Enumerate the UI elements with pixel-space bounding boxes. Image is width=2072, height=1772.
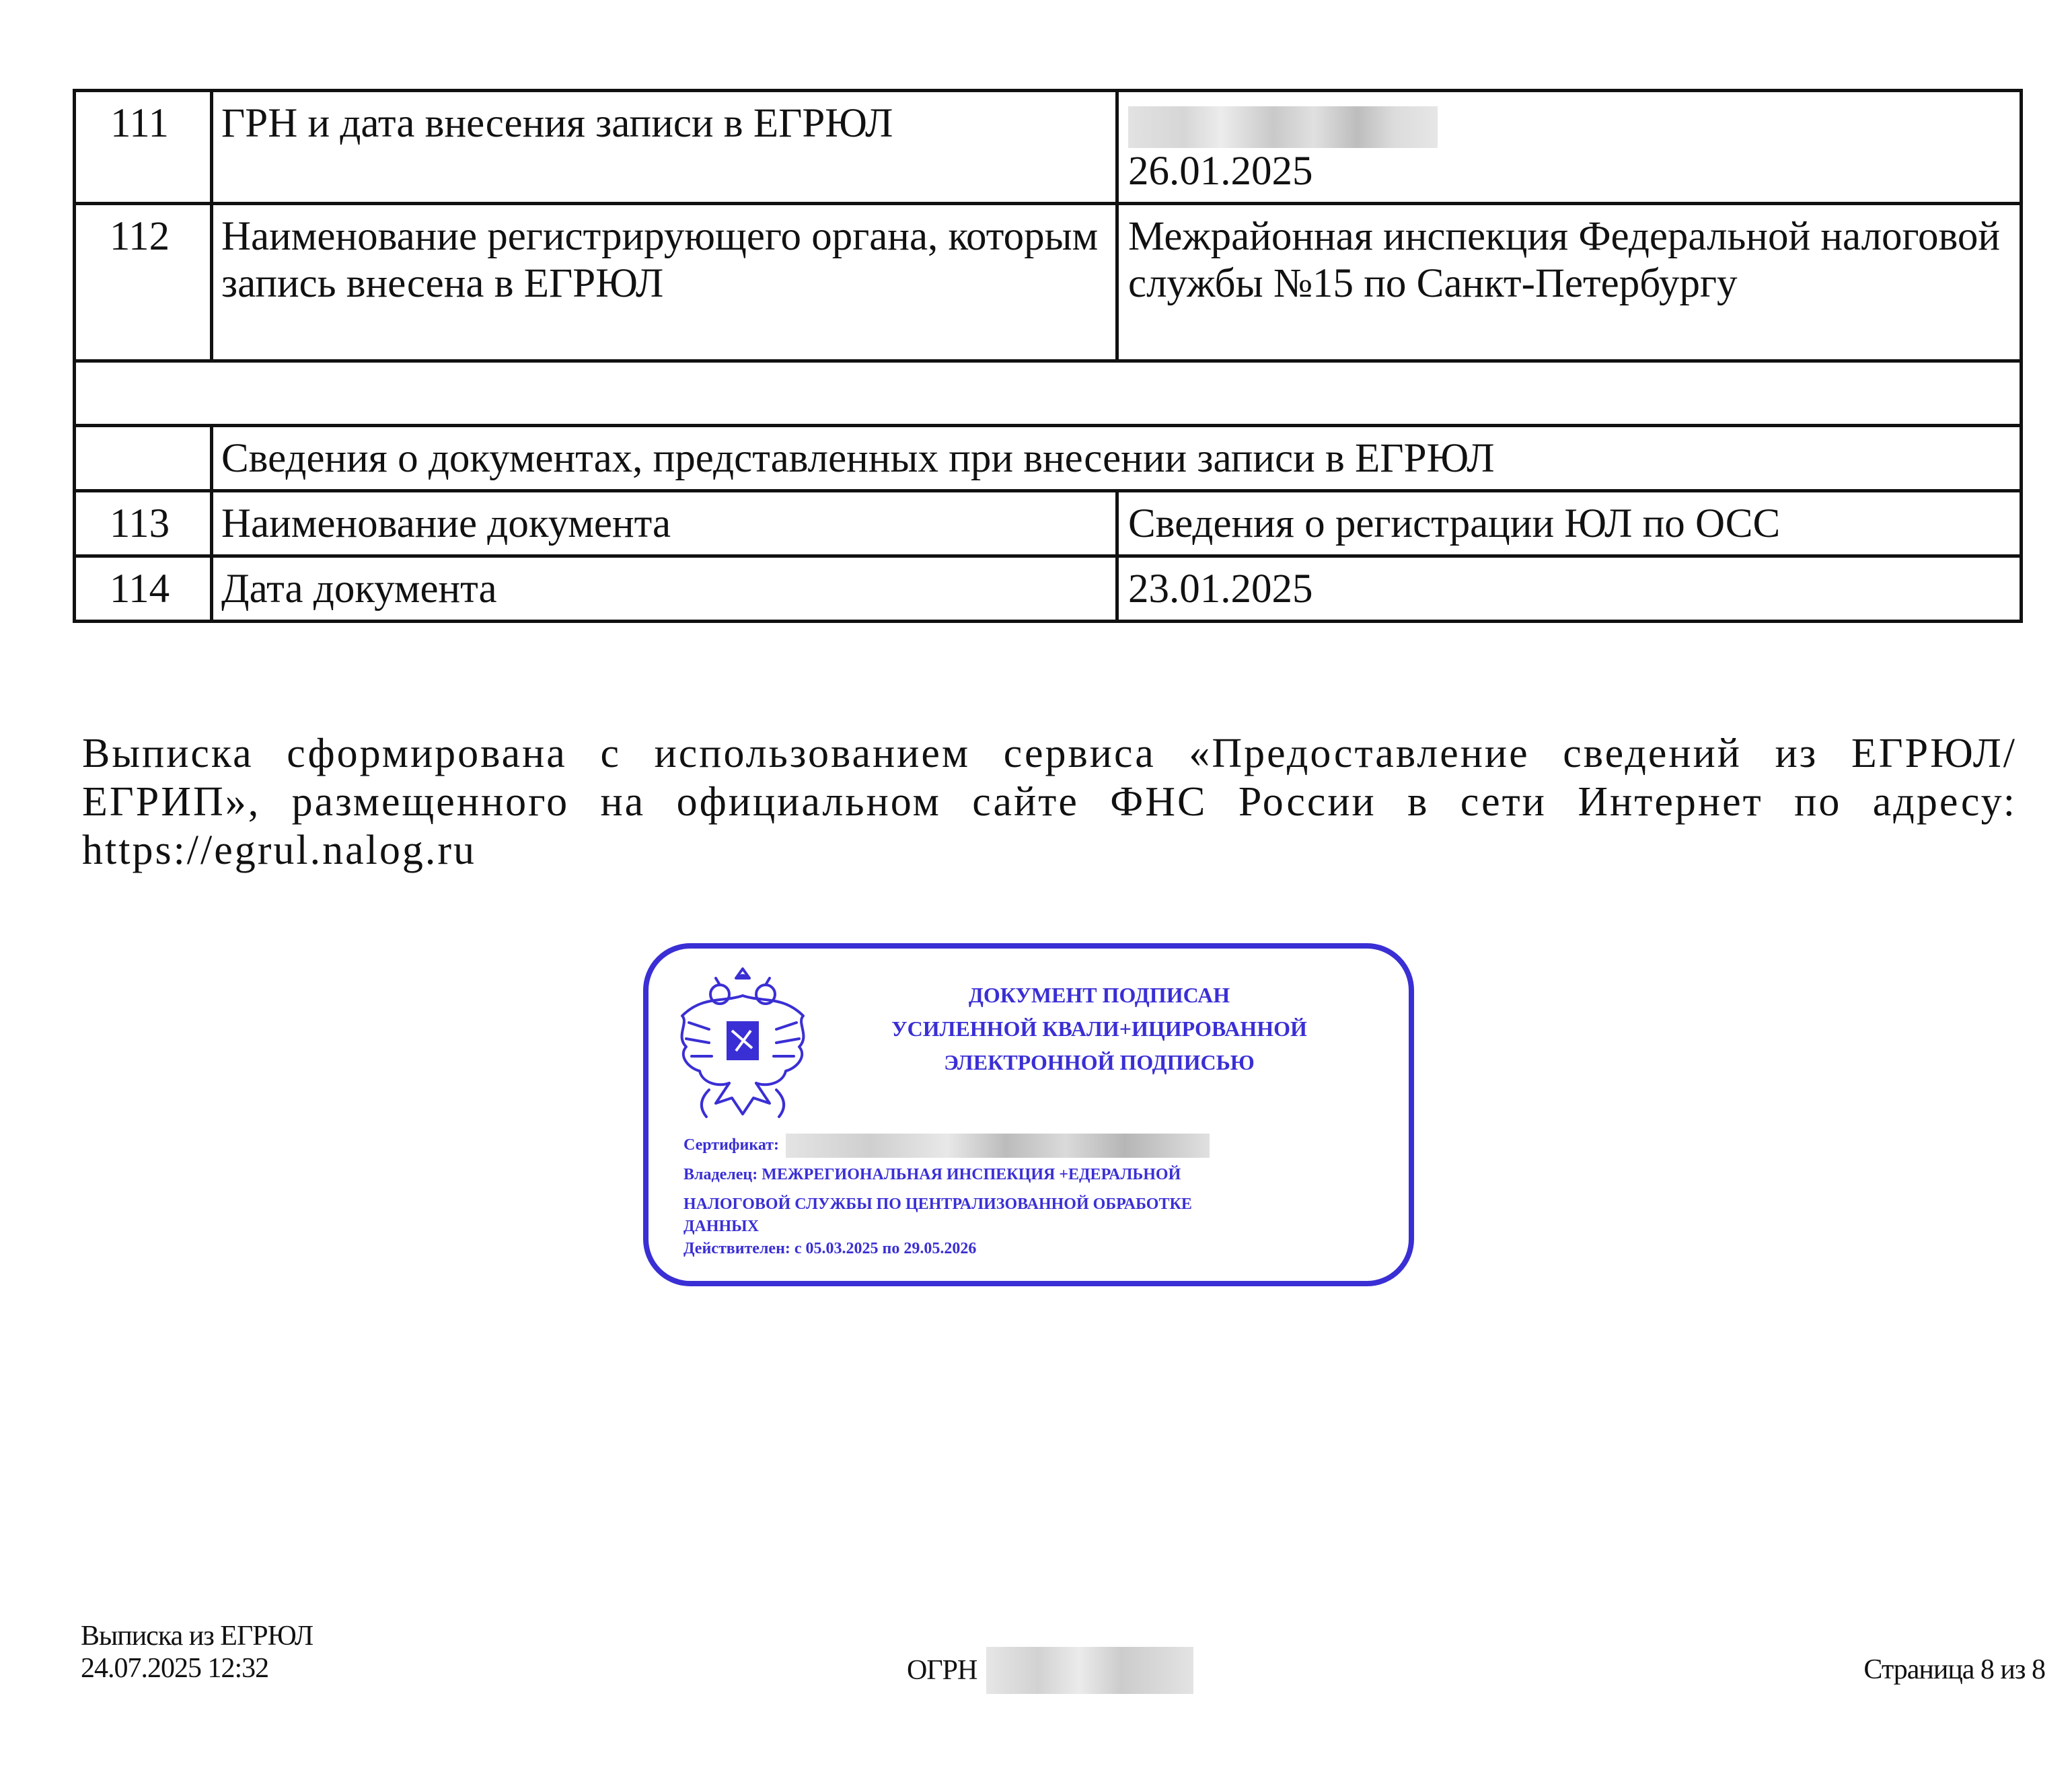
redacted-certificate <box>786 1134 1210 1158</box>
row-label: Наименование регистрирующего органа, которым запись внесена в ЕГРЮЛ <box>212 204 1117 361</box>
row-label: Дата документа <box>212 556 1117 622</box>
e-signature-stamp <box>643 943 1414 1286</box>
redacted-ogrn <box>986 1647 1193 1694</box>
row-value: 23.01.2025 <box>1117 556 2022 622</box>
section-header: Сведения о документах, представленных при внесении записи в ЕГРЮЛ <box>212 426 2022 491</box>
coat-of-arms-icon <box>662 955 823 1130</box>
service-footnote: Выписка сформирована с использованием сервиса «Предоставление сведений из ЕГРЮЛ/ЕГРИП», размещенного на официальном сайте ФНС России в сети Интернет по адресу: https://egrul.nalog.ru <box>82 731 2017 873</box>
owner-line: Владелец: МЕЖРЕГИОНАЛЬНАЯ ИНСПЕКЦИЯ +ЕДЕРАЛЬНОЙ <box>683 1166 1181 1183</box>
page-number: Страница 8 из 8 <box>1863 1654 2045 1685</box>
stamp-heading: ДОКУМЕНТ ПОДПИСАН УСИЛЕННОЙ КВАЛИ+ИЦИРОВАННОЙ ЭЛЕКТРОННОЙ ПОДПИСЬЮ <box>891 983 1307 1074</box>
row-number: 114 <box>75 556 212 622</box>
table-row <box>75 204 2022 361</box>
footer-title: Выписка из ЕГРЮЛ <box>81 1621 313 1652</box>
row-label: Наименование документа <box>212 491 1117 556</box>
owner-line: НАЛОГОВОЙ СЛУЖБЫ ПО ЦЕНТРАЛИЗОВАННОЙ ОБРАБОТКЕ <box>683 1195 1192 1213</box>
egrul-record-table <box>73 89 2023 623</box>
row-number: 113 <box>75 491 212 556</box>
table-row <box>75 556 2022 622</box>
certificate-line: Сертификат: <box>683 1130 1383 1160</box>
row-label: ГРН и дата внесения записи в ЕГРЮЛ <box>212 91 1117 204</box>
row-value: Межрайонная инспекция Федеральной налоговой службы №15 по Санкт-Петербургу <box>1117 204 2022 361</box>
row-number <box>75 426 212 491</box>
owner-line: ДАННЫХ <box>683 1218 760 1235</box>
redacted-grn <box>1128 106 1438 148</box>
table-row-empty <box>75 361 2022 426</box>
stamp-details <box>683 1130 1383 1263</box>
empty-row <box>75 361 2022 426</box>
footer-ogrn <box>907 1647 1193 1694</box>
row-number: 111 <box>75 91 212 204</box>
footer-datetime: 24.07.2025 12:32 <box>81 1653 269 1684</box>
ogrn-label: ОГРН <box>907 1655 977 1686</box>
section-header-row <box>75 426 2022 491</box>
table-row <box>75 91 2022 204</box>
row-value: Сведения о регистрации ЮЛ по ОСС <box>1117 491 2022 556</box>
row-value <box>1117 91 2022 204</box>
footer-document-info <box>81 1620 313 1685</box>
grn-date: 26.01.2025 <box>1128 149 1313 194</box>
table-row <box>75 491 2022 556</box>
validity-line: Действителен: с 05.03.2025 по 29.05.2026 <box>683 1240 977 1257</box>
row-number: 112 <box>75 204 212 361</box>
